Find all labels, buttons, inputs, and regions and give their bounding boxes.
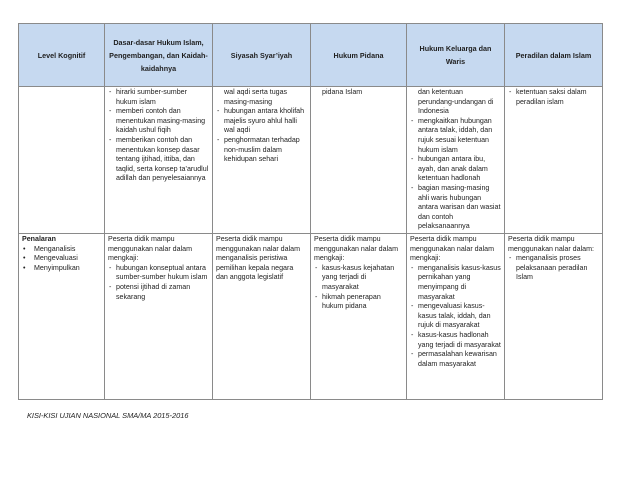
dasar-cell xyxy=(105,234,213,400)
table-row xyxy=(19,234,603,400)
table-row xyxy=(19,87,603,234)
header-row xyxy=(19,24,603,87)
list-item: - menganalisis proses pelaksanaan peradilan Islam xyxy=(508,254,599,283)
cell-text: dan ketentuan perundang-undangan di Indonesia xyxy=(418,88,494,116)
level-title: Penalaran xyxy=(22,235,56,243)
list-item: • Menyimpulkan xyxy=(22,264,101,274)
list-item: - menganalisis kasus-kasus pernikahan yang menyimpang di masyarakat xyxy=(410,264,501,302)
header-hukum-keluarga: Hukum Keluarga dan Waris xyxy=(407,24,505,87)
cell-text: wal aqdi serta tugas masing-masing xyxy=(224,88,288,106)
list-item: - mengevaluasi kasus-kasus talak, iddah, dan rujuk di masyarakat xyxy=(410,302,501,331)
peradilan-cell xyxy=(505,87,603,234)
level-cell xyxy=(19,234,105,400)
list-item: - mengkaitkan hubungan antara talak, iddah, dan rujuk sesuai ketentuan hukum islam xyxy=(410,117,501,155)
cell-text: Peserta didik mampu menggunakan nalar dalam mengkaji: xyxy=(410,235,494,263)
header-peradilan: Peradilan dalam Islam xyxy=(505,24,603,87)
list-item: - kasus-kasus kejahatan yang terjadi di masyarakat xyxy=(314,264,403,293)
list-item: - bagian masing-masing ahli waris hubungan antara warisan dan wasiat dan contoh pelaksanaannya xyxy=(410,184,501,232)
cell-text: Peserta didik mampu menggunakan nalar dalam: xyxy=(508,235,594,253)
list-item: - permasalahan kewarisan dalam masyarakat xyxy=(410,350,501,369)
list-item: - kasus-kasus hadlonah yang terjadi di masyarakat xyxy=(410,331,501,350)
pidana-cell xyxy=(311,87,407,234)
dasar-cell xyxy=(105,87,213,234)
pidana-cell xyxy=(311,234,407,400)
header-dasar-hukum-islam: Dasar-dasar Hukum Islam, Pengembangan, dan Kaidah-kaidahnya xyxy=(105,24,213,87)
list-item: - hubungan konseptual antara sumber-sumber hukum islam xyxy=(108,264,209,283)
list-item: - hikmah penerapan hukum pidana xyxy=(314,293,403,312)
siyasah-cell xyxy=(213,87,311,234)
level-cell xyxy=(19,87,105,234)
header-siyasah: Siyasah Syar’iyah xyxy=(213,24,311,87)
keluarga-cell xyxy=(407,234,505,400)
cell-text: Peserta didik mampu menggunakan nalar dalam mengkaji: xyxy=(108,235,192,263)
document-footer: KISI-KISI UJIAN NASIONAL SMA/MA 2015-2016 xyxy=(27,411,189,420)
siyasah-cell xyxy=(213,234,311,400)
list-item: - hirarki sumber-sumber hukum islam xyxy=(108,88,209,107)
header-level-kognitif: Level Kognitif xyxy=(19,24,105,87)
list-item: - memberikan contoh dan menentukan konsep dasar tentang ijtihad, ittiba, dan taqlid, serta konsep ta’arudlul adillah dan penyelesaiannya xyxy=(108,136,209,184)
list-item: - hubungan antara ibu, ayah, dan anak dalam ketentuan hadlonah xyxy=(410,155,501,184)
list-item: - hubungan antara kholifah majelis syuro ahlul halli wal aqdi xyxy=(216,107,307,136)
kisi-kisi-table xyxy=(18,23,603,400)
cell-text: Peserta didik mampu menggunakan nalar dalam mengkaji: xyxy=(314,235,398,263)
cell-text: Peserta didik mampu menggunakan nalar dalam menganalisis peristiwa pemilihan kepala negara dan anggota legislatif xyxy=(216,235,300,282)
list-item: - memberi contoh dan menentukan masing-masing kaidah ushul fiqih xyxy=(108,107,209,136)
list-item: - potensi ijtihad di zaman sekarang xyxy=(108,283,209,302)
list-item: • Menganalisis xyxy=(22,245,101,255)
list-item: - penghormatan terhadap non-muslim dalam kehidupan sehari xyxy=(216,136,307,165)
list-item: • Mengevaluasi xyxy=(22,254,101,264)
keluarga-cell xyxy=(407,87,505,234)
header-hukum-pidana: Hukum Pidana xyxy=(311,24,407,87)
cell-text: pidana Islam xyxy=(322,88,363,96)
peradilan-cell xyxy=(505,234,603,400)
list-item: - ketentuan saksi dalam peradilan islam xyxy=(508,88,599,107)
